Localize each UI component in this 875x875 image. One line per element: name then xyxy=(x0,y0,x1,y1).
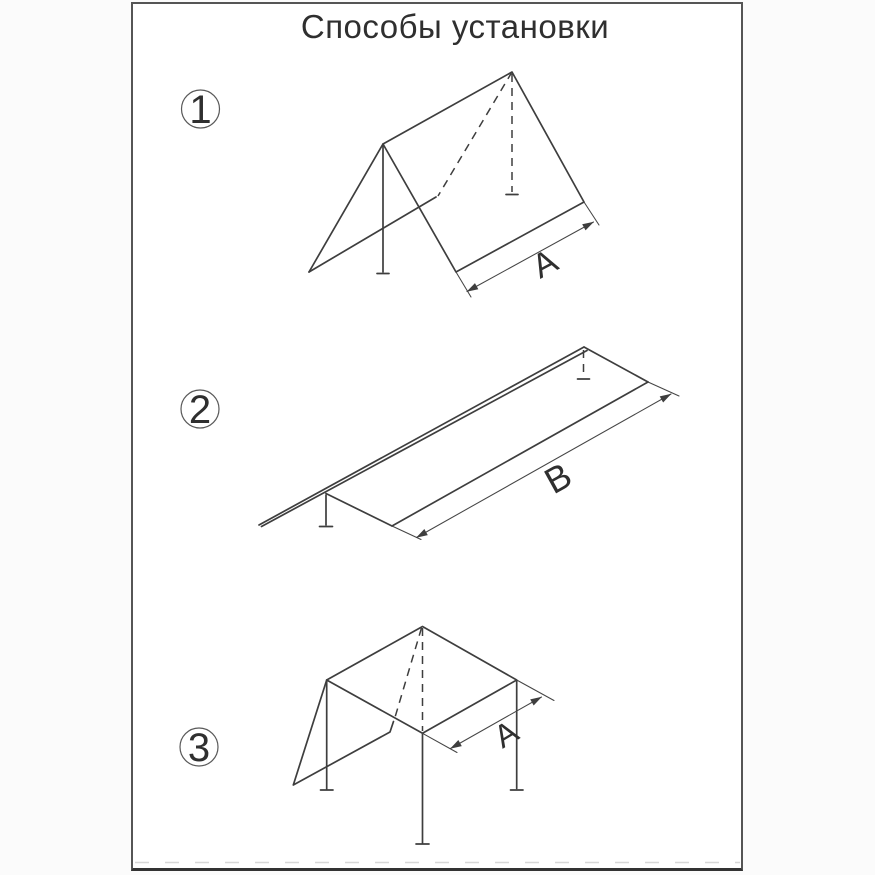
ridge-line xyxy=(259,347,584,525)
method-1-diagram xyxy=(182,72,600,297)
tent-right-panel xyxy=(383,72,584,272)
method-1-badge xyxy=(182,88,220,132)
tarp-left-edge xyxy=(326,494,392,527)
flap-hidden-edge-dashed xyxy=(395,628,422,719)
dimension-b xyxy=(392,382,679,540)
canopy-drawing xyxy=(293,627,523,845)
method-3-badge xyxy=(180,726,218,770)
canopy-side-flap xyxy=(293,680,393,785)
dimension-a3 xyxy=(423,680,555,755)
dimension-label-a: A xyxy=(526,241,564,287)
tarp-bottom-edge xyxy=(392,382,648,526)
method-2-badge xyxy=(181,388,219,432)
extension-line xyxy=(423,733,458,752)
extension-line xyxy=(517,680,554,701)
tent-hidden-edge-dashed xyxy=(438,72,512,196)
dimension-label-b: B xyxy=(537,454,579,502)
tent-left-bottom-edge xyxy=(309,197,436,272)
extension-line xyxy=(648,382,679,396)
tent-left-near-edge xyxy=(309,144,383,272)
method-3-diagram xyxy=(180,627,554,845)
method-3-number: 3 xyxy=(187,726,211,770)
dimension-label-a: A xyxy=(487,713,525,755)
extension-line xyxy=(456,272,471,297)
extension-line xyxy=(584,202,599,225)
page-title: Способы установки xyxy=(300,8,610,45)
leanto-drawing xyxy=(259,347,648,527)
tarp-top-edge xyxy=(262,351,588,527)
method-1-number: 1 xyxy=(189,88,212,132)
tarp-right-edge xyxy=(584,347,648,382)
canopy-roof xyxy=(327,627,517,734)
method-2-number: 2 xyxy=(188,388,212,432)
method-2-diagram xyxy=(181,347,679,540)
dimension-a1 xyxy=(456,202,599,297)
